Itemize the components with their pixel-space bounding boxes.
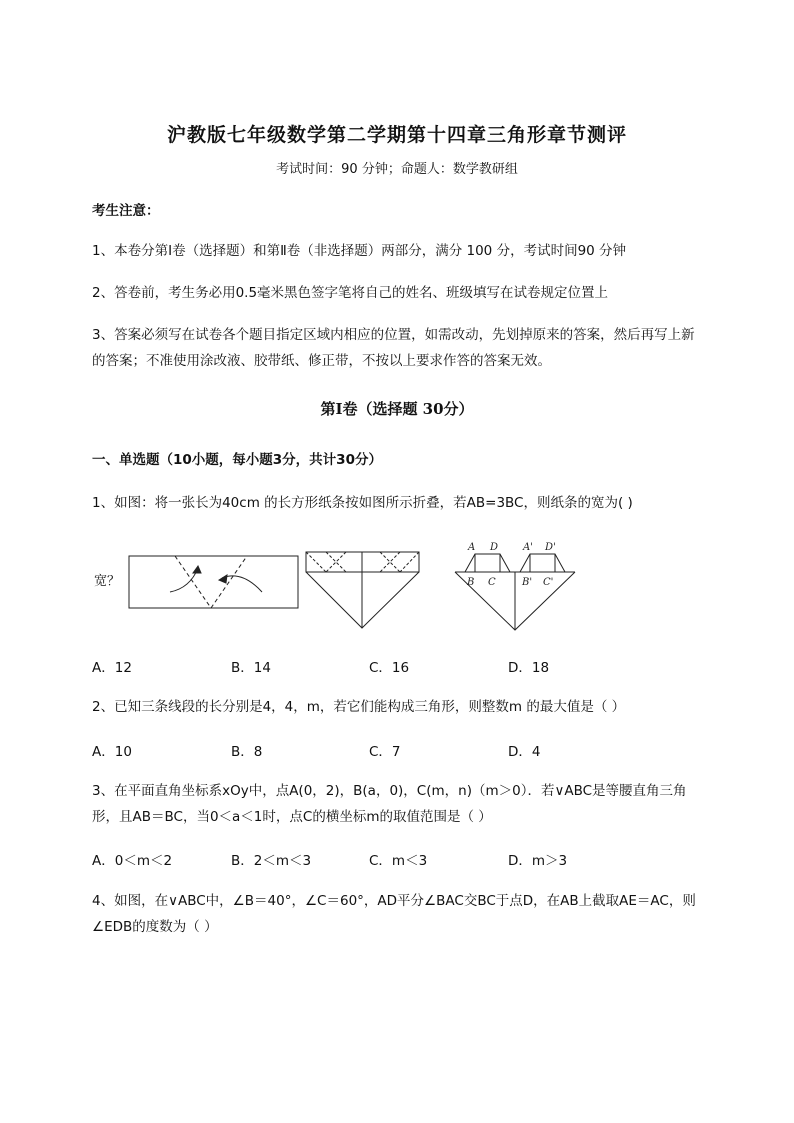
option-c[interactable]: C．16 bbox=[369, 660, 410, 676]
note-item-3-line-1: 3、答案必须写在试卷各个题目指定区域内相应的位置，如需改动，先划掉原来的答案，然后再写上新 bbox=[92, 327, 695, 343]
option-d[interactable]: D．18 bbox=[508, 660, 550, 676]
arrow-head-left bbox=[193, 566, 201, 573]
fold-line-right bbox=[211, 556, 247, 608]
width-question-label: 宽？ bbox=[94, 574, 121, 589]
note-item-1: 1、本卷分第Ⅰ卷（选择题）和第Ⅱ卷（非选择题）两部分，满分 100 分，考试时间90 分钟 bbox=[92, 243, 627, 259]
option-c[interactable]: C．m＜3 bbox=[369, 853, 428, 869]
option-b[interactable]: B．14 bbox=[231, 660, 271, 676]
page-title: 沪教版七年级数学第二学期第十四章三角形章节测评 bbox=[166, 124, 627, 146]
label-d-prime: D' bbox=[545, 542, 556, 553]
label-c-prime: C' bbox=[543, 577, 554, 588]
fold-line-left bbox=[175, 556, 211, 608]
question-3-line-2: 形，且AB＝BC，当0＜a＜1时，点C的横坐标m的取值范围是（ ） bbox=[92, 809, 492, 825]
notes-heading: 考生注意： bbox=[92, 203, 160, 219]
folded-diagonal-6 bbox=[400, 552, 419, 572]
question-1-options bbox=[92, 656, 712, 680]
arrow-head-right bbox=[219, 575, 227, 583]
folding-figure bbox=[0, 540, 794, 640]
option-b[interactable]: B．2＜m＜3 bbox=[231, 853, 312, 869]
option-a[interactable]: A．10 bbox=[92, 744, 132, 760]
folded-diagonal-5 bbox=[380, 552, 400, 572]
section-title: 第Ⅰ卷（选择题 30分） bbox=[320, 400, 474, 418]
note-item-3-line-2: 的答案；不准使用涂改液、胶带纸、修正带，不按以上要求作答的答案无效。 bbox=[92, 353, 551, 369]
question-3-line-1: 3、在平面直角坐标系xOy中，点A(0，2)，B(a，0)，C(m，n)（m＞0）．若∨ABC是等腰直角三角 bbox=[92, 783, 687, 799]
folded-diagonal-1 bbox=[306, 552, 326, 572]
label-d: D bbox=[490, 542, 499, 553]
question-2-text: 2、已知三条线段的长分别是4，4，m，若它们能构成三角形，则整数m 的最大值是（ ） bbox=[92, 699, 626, 715]
question-4-line-1: 4、如图，在∨ABC中，∠B＝40°，∠C＝60°，AD平分∠BAC交BC于点D，在AB上截取AE＝AC，则 bbox=[92, 893, 696, 909]
left-flap bbox=[465, 554, 510, 572]
option-a[interactable]: A．12 bbox=[92, 660, 132, 676]
label-c: C bbox=[488, 577, 496, 588]
question-3-options bbox=[92, 849, 712, 873]
label-b-prime: B' bbox=[522, 577, 533, 588]
folded-diagonal-3 bbox=[326, 552, 346, 572]
part-heading: 一、单选题（10小题，每小题3分，共计30分） bbox=[92, 452, 382, 468]
note-item-2: 2、答卷前，考生务必用0.5毫米黑色签字笔将自己的姓名、班级填写在试卷规定位置上 bbox=[92, 285, 609, 301]
option-d[interactable]: D．4 bbox=[508, 744, 541, 760]
option-c[interactable]: C．7 bbox=[369, 744, 401, 760]
label-a: A bbox=[468, 542, 476, 553]
folded-diagonal-4 bbox=[380, 552, 400, 572]
option-a[interactable]: A．0＜m＜2 bbox=[92, 853, 173, 869]
exam-info: 考试时间：90 分钟；命题人：数学教研组 bbox=[276, 162, 518, 177]
paper-strip bbox=[129, 556, 298, 608]
question-1-text: 1、如图：将一张长为40cm 的长方形纸条按如图所示折叠，若AB=3BC，则纸条的宽为( ) bbox=[92, 495, 633, 511]
option-b[interactable]: B．8 bbox=[231, 744, 263, 760]
folded-diagonal-2 bbox=[326, 552, 346, 572]
right-flap bbox=[520, 554, 565, 572]
option-d[interactable]: D．m＞3 bbox=[508, 853, 568, 869]
question-2-options bbox=[92, 740, 712, 764]
label-a-prime: A' bbox=[523, 542, 533, 553]
label-b: B bbox=[467, 577, 475, 588]
question-4-line-2: ∠EDB的度数为（ ） bbox=[92, 919, 218, 935]
